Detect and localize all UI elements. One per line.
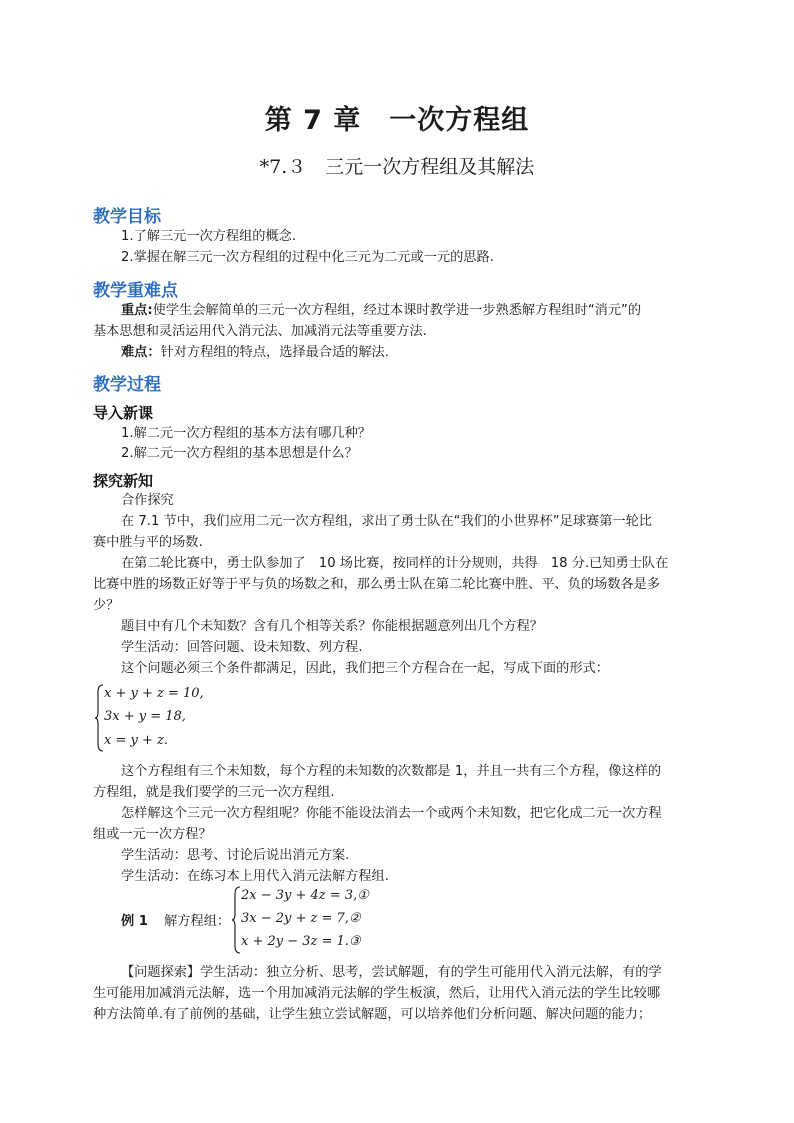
difficult-text: 针对方程组的特点，选择最合适的解法. [160,345,389,360]
example-equation-3: x + 2y − 3z = 1.③ [241,934,361,949]
analysis-line: 种方法简单.有了前例的基础，让学生独立尝试解题，可以培养他们分析问题、解决问题的能力； [93,1007,652,1022]
system-equation: x + y + z = 10, [104,686,204,701]
explore-heading: 探究新知 [93,472,154,490]
example-equation-2: 3x − 2y + z = 7,② [241,911,361,926]
after-line: 这个方程组有三个未知数，每个方程的未知数的次数都是 1，并且一共有三个方程，像这样的 [121,764,662,779]
example-label: 例 1 [121,914,148,929]
intro-item: 2.解二元一次方程组的基本思想是什么？ [121,446,358,461]
explore-line: 这个问题必须三个条件都满足，因此，我们把三个方程合在一起，写成下面的形式： [121,661,609,676]
after-line: 方程组，就是我们要学的三元一次方程组. [93,785,335,800]
system-equation: 3x + y = 18, [104,709,186,724]
explore-line: 在 7.1 节中，我们应用二元一次方程组，求出了勇士队在“我们的小世界杯”足球赛第一轮比 [121,514,652,529]
key-text: 使学生会解简单的三元一次方程组，经过本课时教学进一步熟悉解方程组时“消元”的 [152,303,642,318]
explore-line: 赛中胜与平的场数. [93,535,203,550]
explore-line: 题目中有几个未知数？含有几个相等关系？你能根据题意列出几个方程？ [121,619,543,634]
objectives-heading: 教学目标 [93,207,161,227]
explore-line: 少？ [93,598,120,613]
intro-heading: 导入新课 [93,404,154,422]
after-line: 学生活动：思考、讨论后说出消元方案. [121,848,350,863]
intro-item: 1.解二元一次方程组的基本方法有哪几种？ [121,426,371,441]
example-equation-1: 2x − 3y + 4z = 3,① [241,888,369,903]
objective-item: 1.了解三元一次方程组的概念. [121,229,297,244]
example-text: 解方程组： [164,914,231,929]
key-point-line [121,301,641,321]
analysis-line: 生可能用加减消元法解，选一个用加减消元法解的学生板演，然后，让用代入消元法的学生比较哪 [93,986,661,1001]
key-points-heading: 教学重难点 [93,281,178,301]
explore-line: 学生活动：回答问题、设未知数、列方程. [121,640,363,655]
example-line [121,912,230,932]
difficult-label: 难点： [121,345,161,360]
explore-line: 合作探究 [121,493,174,508]
key-point-line2: 基本思想和灵活运用代入消元法、加减消元法等重要方法. [93,324,427,339]
analysis-line: 【问题探索】学生活动：独立分析、思考，尝试解题，有的学生可能用代入消元法解，有的学 [121,965,662,980]
chapter-title: 第 7 章 一次方程组 [264,105,530,136]
section-title: *7.３ 三元一次方程组及其解法 [259,156,535,178]
explore-line: 在第二轮比赛中，勇士队参加了 10 场比赛，按同样的计分规则，共得 18 分.已知勇士队在 [121,556,669,571]
after-line: 学生活动：在练习本上用代入消元法解方程组. [121,869,389,884]
after-line: 怎样解这个三元一次方程组呢？你能不能设法消去一个或两个未知数，把它化成二元一次方程 [121,806,662,821]
objective-item: 2.掌握在解三元一次方程组的过程中化三元为二元或一元的思路. [121,250,494,265]
process-heading: 教学过程 [93,375,161,395]
difficult-point-line [121,343,389,363]
explore-line: 比赛中胜的场数正好等于平与负的场数之和，那么勇士队在第二轮比赛中胜、平、负的场数各是多 [93,577,661,592]
system-equation: x = y + z. [104,733,168,748]
after-line: 组或一元一次方程？ [93,827,212,842]
key-label: 重点: [121,303,153,318]
